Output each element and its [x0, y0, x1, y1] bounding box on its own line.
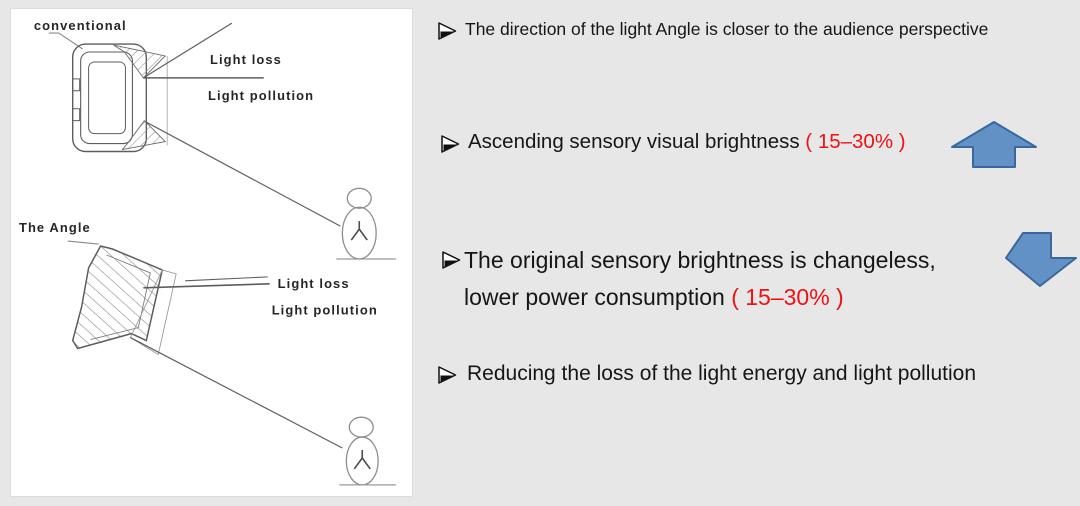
down-arrow-icon [1004, 232, 1078, 288]
diagram-panel [10, 8, 413, 497]
bullet-text: The original sensory brightness is changeless, lower power consumption ( 15–30% ) [464, 247, 936, 310]
bullet-point-2 [440, 130, 906, 154]
arrowhead-bullet-icon [437, 365, 457, 385]
audience-figure-icon [336, 188, 396, 259]
arrowhead-bullet-icon [441, 250, 461, 270]
highlight-percentage: ( 15–30% ) [731, 284, 844, 310]
highlight-percentage: ( 15–30% ) [805, 130, 906, 153]
bullet-point-1 [437, 19, 988, 41]
conventional-fixture-drawing [49, 23, 341, 226]
bullet-text: Ascending sensory visual brightness ( 15–30% ) [468, 130, 906, 153]
angled-fixture-drawing [68, 241, 343, 448]
arrowhead-bullet-icon [437, 21, 457, 41]
light-loss-label-top: Light loss [210, 51, 282, 67]
bullet-point-3 [441, 242, 936, 316]
conventional-label: conventional [33, 18, 127, 34]
light-pollution-label-bottom: Light pollution [271, 302, 378, 318]
bullet-text: The direction of the light Angle is closer to the audience perspective [465, 19, 989, 39]
light-pollution-label-top: Light pollution [208, 87, 315, 103]
bullet-text: Reducing the loss of the light energy and light pollution [467, 362, 977, 385]
bullet-point-4 [437, 362, 976, 386]
up-arrow-icon [950, 121, 1038, 169]
audience-figure-icon [339, 417, 396, 485]
arrowhead-bullet-icon [440, 134, 460, 154]
light-loss-label-bottom: Light loss [277, 275, 350, 291]
technical-drawing [11, 9, 412, 496]
the-angle-label: The Angle [18, 220, 91, 236]
